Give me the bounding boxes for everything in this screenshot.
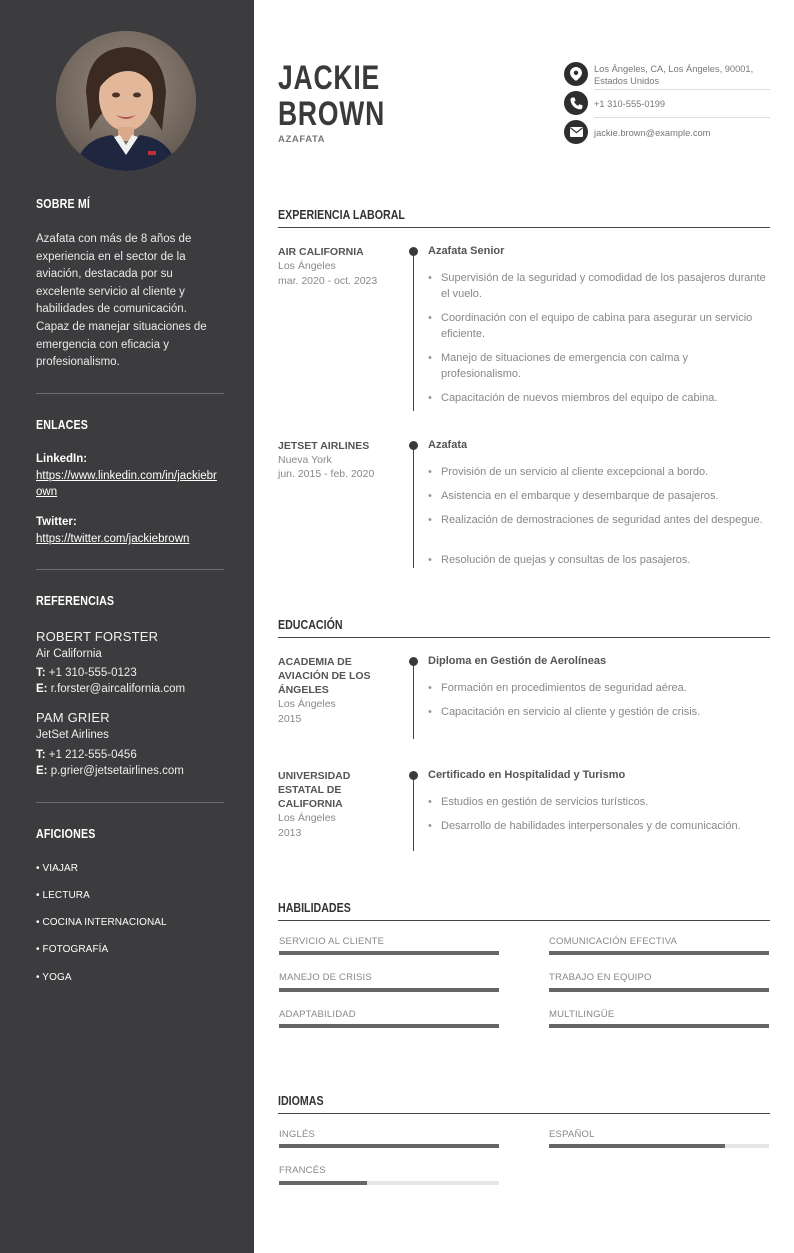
education-year: 2013 (278, 827, 302, 839)
sidebar-divider (36, 393, 224, 394)
hobby-item: • COCINA INTERNACIONAL (36, 917, 167, 928)
experience-role: Azafata (428, 439, 468, 451)
hobby-item: • FOTOGRAFÍA (36, 944, 109, 955)
skill-bar (549, 951, 769, 955)
section-rule (278, 227, 770, 228)
reference-email (36, 683, 185, 695)
twitter-link[interactable]: https://twitter.com/jackiebrown (36, 533, 190, 545)
reference-name: PAM GRIER (36, 710, 110, 725)
language-bar (279, 1181, 499, 1185)
reference-email (36, 765, 184, 777)
timeline-line (413, 775, 414, 851)
hobby-item: • YOGA (36, 972, 72, 983)
job-title: AZAFATA (278, 134, 326, 145)
skill-label: ADAPTABILIDAD (279, 1009, 356, 1020)
skill-bar (279, 988, 499, 992)
skill-bar-fill (549, 988, 769, 992)
skill-label: MANEJO DE CRISIS (279, 972, 372, 983)
education-location: Los Ángeles (278, 698, 336, 710)
phone-label: T: (36, 749, 46, 761)
skill-bar (549, 988, 769, 992)
reference-phone-value: +1 212-555-0456 (48, 749, 137, 761)
reference-phone-value: +1 310-555-0123 (48, 667, 137, 679)
reference-email-value: r.forster@aircalifornia.com (50, 683, 186, 695)
location-pin-icon (564, 62, 588, 86)
language-label: ESPAÑOL (549, 1129, 595, 1140)
contact-address: Los Ángeles, CA, Los Ángeles, 90001, Estados Unidos (594, 64, 754, 86)
reference-company: Air California (36, 648, 102, 660)
section-rule (278, 920, 770, 921)
skill-bar-fill (279, 1024, 499, 1028)
skills-heading: HABILIDADES (278, 900, 351, 915)
hobby-item: • LECTURA (36, 890, 90, 901)
experience-bullet: • Realización de demostraciones de seguridad antes del despegue. (428, 512, 768, 528)
experience-bullet: • Resolución de quejas y consultas de los pasajeros. (428, 552, 768, 568)
experience-location: Los Ángeles (278, 260, 336, 272)
linkedin-label: LinkedIn: (36, 453, 88, 465)
hobby-item: • VIAJAR (36, 863, 79, 874)
experience-heading: EXPERIENCIA LABORAL (278, 207, 405, 222)
experience-bullet: • Manejo de situaciones de emergencia con calma y profesionalismo. (428, 350, 768, 382)
email-label: E: (36, 765, 48, 777)
reference-phone (36, 667, 137, 679)
reference-phone (36, 749, 137, 761)
language-bar (279, 1144, 499, 1148)
about-heading: SOBRE MÍ (36, 196, 91, 211)
contact-email: jackie.brown@example.com (594, 128, 711, 138)
section-rule (278, 1113, 770, 1114)
skill-label: COMUNICACIÓN EFECTIVA (549, 936, 678, 947)
skill-bar (549, 1024, 769, 1028)
experience-bullet: • Coordinación con el equipo de cabina para asegurar un servicio eficiente. (428, 310, 768, 342)
reference-email-value: p.grier@jetsetairlines.com (50, 765, 184, 777)
language-bar-fill (279, 1181, 367, 1185)
experience-employer: JETSET AIRLINES (278, 440, 370, 452)
experience-dates: mar. 2020 - oct. 2023 (278, 275, 378, 287)
first-name: JACKIE (278, 59, 380, 97)
experience-bullet: • Capacitación de nuevos miembros del equipo de cabina. (428, 390, 768, 406)
phone-label: T: (36, 667, 46, 679)
links-heading: ENLACES (36, 417, 89, 432)
last-name: BROWN (278, 95, 386, 133)
references-heading: REFERENCIAS (36, 593, 115, 608)
timeline-dot (409, 441, 418, 450)
experience-role: Azafata Senior (428, 245, 505, 257)
language-label: INGLÉS (279, 1129, 316, 1140)
timeline-dot (409, 657, 418, 666)
skill-label: MULTILINGÜE (549, 1009, 615, 1020)
phone-icon (564, 91, 588, 115)
education-school: UNIVERSIDAD ESTATAL DE CALIFORNIA (278, 770, 351, 810)
sidebar-divider (36, 569, 224, 570)
timeline-line (413, 445, 414, 568)
skill-bar (279, 1024, 499, 1028)
sidebar (0, 0, 254, 1253)
skill-bar-fill (549, 951, 769, 955)
timeline-dot (409, 771, 418, 780)
reference-company: JetSet Airlines (36, 729, 109, 741)
skill-label: TRABAJO EN EQUIPO (549, 972, 652, 983)
skill-bar-fill (279, 988, 499, 992)
skill-bar-fill (279, 951, 499, 955)
contact-phone: +1 310-555-0199 (594, 99, 666, 109)
language-bar (549, 1144, 769, 1148)
timeline-dot (409, 247, 418, 256)
sidebar-divider (36, 802, 224, 803)
education-bullet: • Estudios en gestión de servicios turísticos. (428, 794, 768, 810)
hobbies-heading: AFICIONES (36, 826, 96, 841)
education-bullet: • Formación en procedimientos de seguridad aérea. (428, 680, 768, 696)
education-degree: Diploma en Gestión de Aerolíneas (428, 655, 607, 667)
contact-divider (594, 89, 770, 90)
skill-bar (279, 951, 499, 955)
skill-label: SERVICIO AL CLIENTE (279, 936, 385, 947)
language-bar-fill (279, 1144, 499, 1148)
timeline-line (413, 251, 414, 411)
email-label: E: (36, 683, 48, 695)
reference-name: ROBERT FORSTER (36, 629, 159, 644)
skill-bar-fill (549, 1024, 769, 1028)
experience-bullet: • Supervisión de la seguridad y comodidad de los pasajeros durante el vuelo. (428, 270, 768, 302)
envelope-icon (564, 120, 588, 144)
education-school: ACADEMIA DE AVIACIÓN DE LOS ÁNGELES (278, 656, 371, 696)
experience-bullet: • Asistencia en el embarque y desembarque de pasajeros. (428, 488, 768, 504)
education-heading: EDUCACIÓN (278, 617, 343, 632)
education-degree: Certificado en Hospitalidad y Turismo (428, 769, 626, 781)
education-location: Los Ángeles (278, 812, 336, 824)
timeline-line (413, 661, 414, 739)
contact-divider (594, 117, 770, 118)
about-text: Azafata con más de 8 años de experiencia en el sector de la aviación, destacada por su excelente servicio al cliente y habilidades de comunicación. Capaz de manejar situaciones de emergencia con eficacia y profesionalismo. (36, 233, 207, 369)
experience-location: Nueva York (278, 454, 332, 466)
education-year: 2015 (278, 713, 302, 725)
twitter-label: Twitter: (36, 516, 77, 528)
experience-bullet: • Provisión de un servicio al cliente excepcional a bordo. (428, 464, 768, 480)
language-label: FRANCÉS (279, 1165, 326, 1176)
education-bullet: • Desarrollo de habilidades interpersonales y de comunicación. (428, 818, 768, 834)
languages-heading: IDIOMAS (278, 1093, 324, 1108)
education-bullet: • Capacitación en servicio al cliente y gestión de crisis. (428, 704, 768, 720)
profile-photo (56, 31, 196, 171)
experience-dates: jun. 2015 - feb. 2020 (278, 468, 375, 480)
section-rule (278, 637, 770, 638)
experience-employer: AIR CALIFORNIA (278, 246, 364, 258)
language-bar-fill (549, 1144, 725, 1148)
linkedin-link[interactable]: https://www.linkedin.com/in/jackiebrown (36, 470, 217, 498)
